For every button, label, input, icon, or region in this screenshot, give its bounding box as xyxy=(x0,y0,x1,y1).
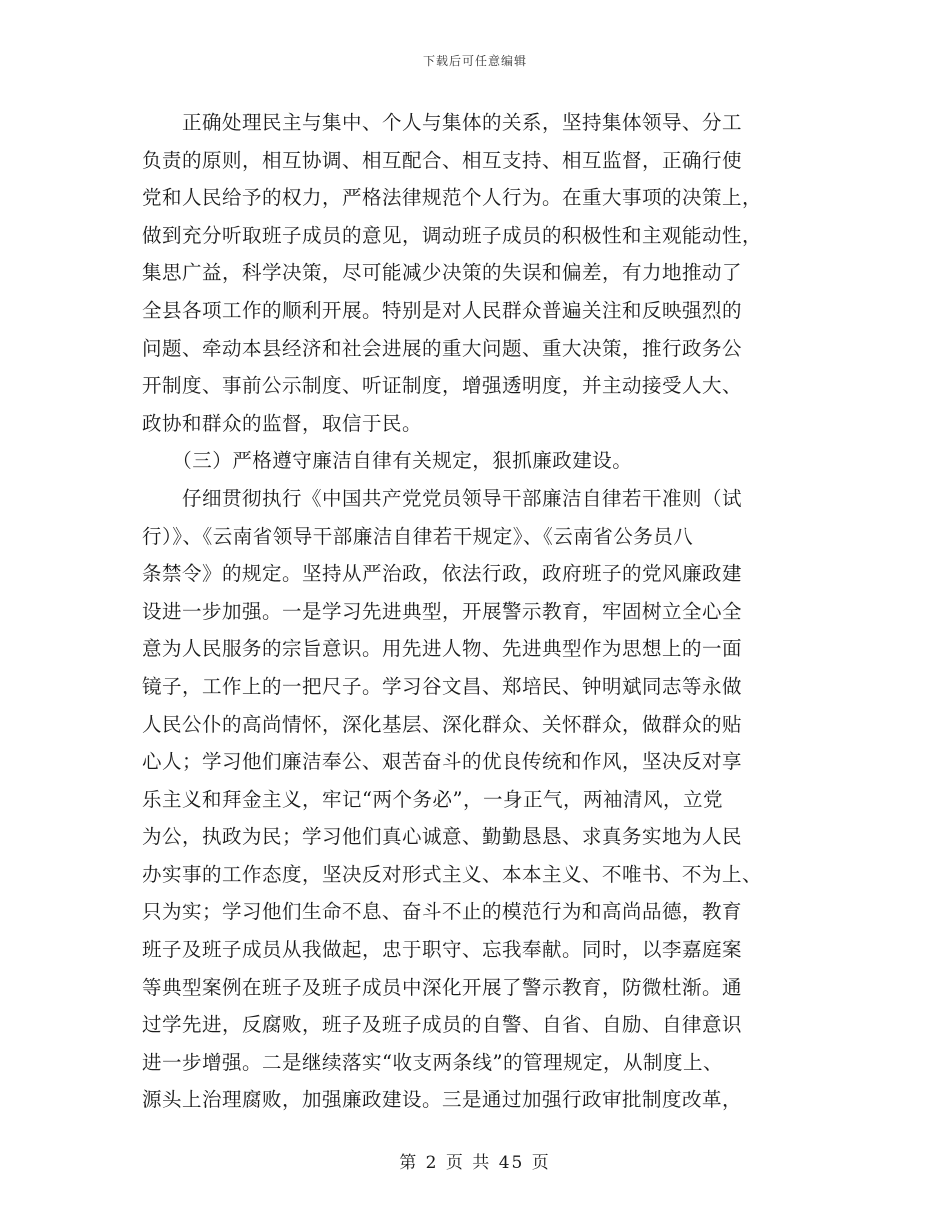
text-line: 意为人民服务的宗旨意识。用先进人物、先进典型作为思想上的一面 xyxy=(142,637,743,661)
text-line: 负责的原则，相互协调、相互配合、相互支持、相互监督，正确行使 xyxy=(142,148,743,172)
text-line: 只为实；学习他们生命不息、奋斗不止的模范行为和高尚品德，教育 xyxy=(142,900,743,924)
text-line: 全县各项工作的顺利开展。特别是对人民群众普遍关注和反映强烈的 xyxy=(142,298,743,322)
text-line: 过学先进，反腐败，班子及班子成员的自警、自省、自励、自律意识 xyxy=(142,1013,743,1037)
text-line: 行）》、《云南省领导干部廉洁自律若干规定》、《云南省公务员八 xyxy=(142,524,694,548)
text-line: 问题、牵动本县经济和社会进展的重大问题、重大决策，推行政务公 xyxy=(142,336,743,360)
document-body xyxy=(142,104,806,1119)
text-line: 进一步增强。二是继续落实“收支两条线”的管理规定，从制度上、 xyxy=(142,1050,723,1074)
text-line: 为公，执政为民；学习他们真心诚意、勤勤恳恳、求真务实地为人民 xyxy=(142,825,743,849)
text-line: 集思广益，科学决策，尽可能减少决策的失误和偏差，有力地推动了 xyxy=(142,261,743,285)
text-line: 设进一步加强。一是学习先进典型，开展警示教育，牢固树立全心全 xyxy=(142,599,743,623)
text-line: 党和人民给予的权力，严格法律规范个人行为。在重大事项的决策上， xyxy=(142,186,763,210)
text-line: 人民公仆的高尚情怀，深化基层、深化群众、关怀群众，做群众的贴 xyxy=(142,712,743,736)
text-line: 等典型案例在班子及班子成员中深化开展了警示教育，防微杜渐。通 xyxy=(142,975,743,999)
page-header-note: 下载后可任意编辑 xyxy=(422,54,527,68)
text-line: 政协和群众的监督，取信于民。 xyxy=(142,411,423,435)
text-line: 开制度、事前公示制度、听证制度，增强透明度，并主动接受人大、 xyxy=(142,374,743,398)
text-line: 班子及班子成员从我做起，忠于职守、忘我奉献。同时，以李嘉庭案 xyxy=(142,938,743,962)
text-line: 源头上治理腐败，加强廉政建设。三是通过加强行政审批制度改革， xyxy=(142,1088,743,1112)
text-line: 镜子，工作上的一把尺子。学习谷文昌、郑培民、钟明斌同志等永做 xyxy=(142,674,743,698)
text-line: 做到充分听取班子成员的意见，调动班子成员的积极性和主观能动性， xyxy=(142,223,763,247)
text-line: （三）严格遵守廉洁自律有关规定，狠抓廉政建设。 xyxy=(142,449,633,473)
text-line: 仔细贯彻执行《中国共产党党员领导干部廉洁自律若干准则（试 xyxy=(142,486,743,510)
page-number-footer: 第 2 页 共 45 页 xyxy=(399,1153,551,1173)
text-line: 条禁令》的规定。坚持从严治政，依法行政，政府班子的党风廉政建 xyxy=(142,562,743,586)
text-line: 正确处理民主与集中、个人与集体的关系，坚持集体领导、分工 xyxy=(142,111,743,134)
text-line: 乐主义和拜金主义，牢记“两个务必”，一身正气，两袖清风，立党 xyxy=(142,787,723,811)
text-line: 办实事的工作态度，坚决反对形式主义、本本主义、不唯书、不为上、 xyxy=(142,862,763,886)
text-line: 心人；学习他们廉洁奉公、艰苦奋斗的优良传统和作风，坚决反对享 xyxy=(142,750,743,774)
